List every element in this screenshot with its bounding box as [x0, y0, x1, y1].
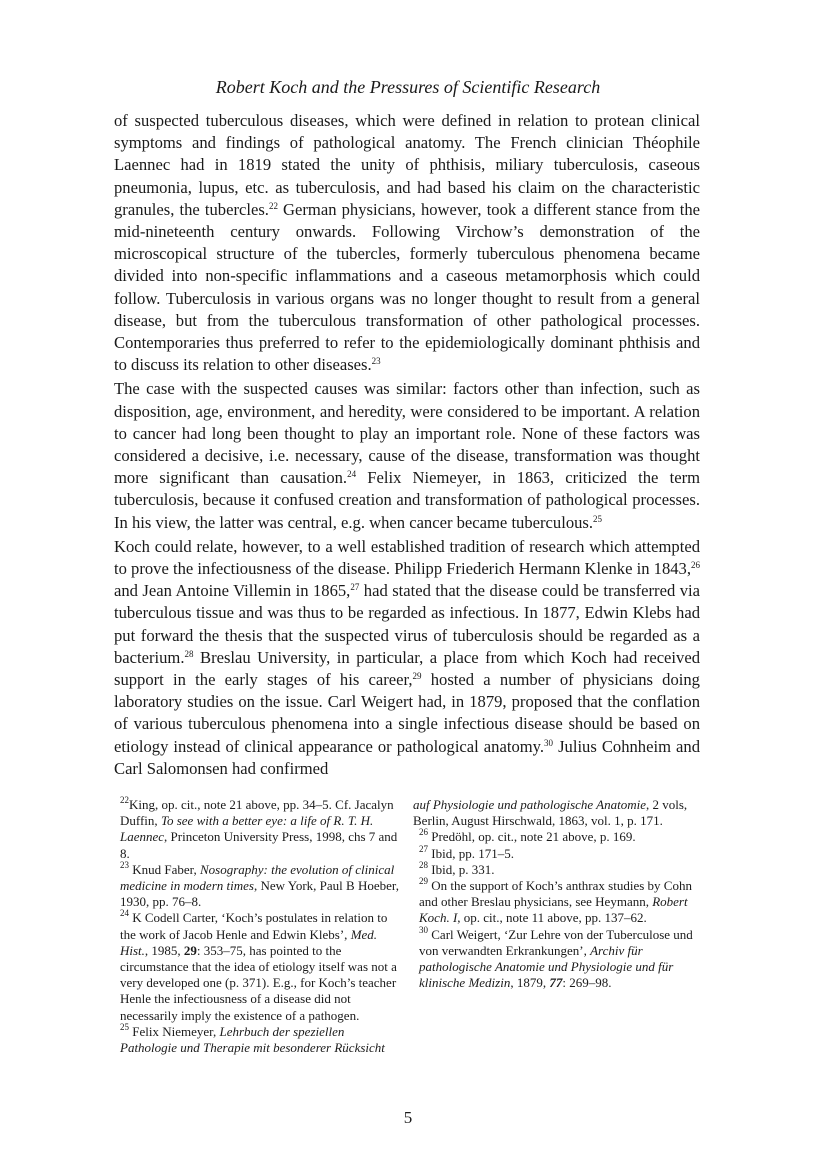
- footnote-ref: 25: [120, 1021, 129, 1032]
- text-segment: of suspected tuberculous diseases, which were defined in relation to protean clinical symptoms and findings of pathological anatomy. The French clinician Théophile Laennec had in 1819 stated the unity of phthisis, miliary tuberculosis, caseous pneumonia, lupus, etc. as tuberculosis, and had based his claim on the characteristic granules, the tubercles.: [114, 111, 700, 219]
- bold-italic-text: 77: [549, 975, 563, 991]
- footnote: [413, 859, 700, 878]
- footnote: [114, 910, 401, 1023]
- running-header: Robert Koch and the Pressures of Scientific Research: [215, 77, 601, 97]
- text-segment: , 2 vols, Berlin, August Hirschwald, 1863, vol. 1, p. 171.: [413, 797, 688, 829]
- footnote-ref: 23: [120, 859, 129, 870]
- footnote-ref: 30: [419, 924, 428, 935]
- text-segment: Julius Cohnheim and Carl Salomonsen had confirmed: [114, 736, 700, 778]
- paragraph: [114, 536, 700, 780]
- text-segment: Knud Faber,: [129, 861, 200, 877]
- italic-text: Lehrbuch der speziellen Pathologie und Therapie mit besonderer Rücksicht: [120, 1023, 385, 1056]
- footnote-ref: 24: [120, 908, 129, 919]
- page-number: 5: [403, 1108, 413, 1127]
- text-segment: Predöhl, op. cit., note 21 above, p. 169.: [428, 829, 636, 845]
- footnote: [413, 797, 700, 829]
- text-segment: Felix Niemeyer,: [129, 1023, 220, 1039]
- text-segment: Felix Niemeyer, in 1863, criticized the term tuberculosis, because it confused creation and transformation of pathological processes. In his view, the latter was central, e.g. when cancer became tuberculous.: [114, 468, 701, 532]
- text-segment: Breslau University, in particular, a place from which Koch had received support in the early stages of his career,: [114, 647, 700, 690]
- footnote-ref: 26: [691, 560, 700, 571]
- paragraph: [114, 378, 700, 533]
- footnote-ref: 27: [419, 843, 428, 854]
- footnote-ref: 23: [371, 356, 381, 367]
- bold-text: 29: [183, 942, 197, 958]
- footnote-ref: 29: [412, 671, 422, 682]
- text-segment: Ibid, p. 331.: [428, 861, 495, 877]
- footnotes-right-column: [413, 797, 700, 1056]
- text-segment: , op. cit., note 11 above, pp. 137–62.: [457, 910, 647, 926]
- text-segment: Carl Weigert, ‘Zur Lehre von der Tuberculose und von verwandten Erkrankungen’,: [419, 926, 693, 958]
- footnote: [114, 1021, 401, 1056]
- footnote-ref: 27: [350, 582, 360, 593]
- footnotes-left-column: [114, 797, 401, 1056]
- footnote-ref: 28: [419, 859, 428, 870]
- italic-text: To see with a better eye: a life of R. T. H. Laennec: [120, 813, 374, 845]
- footnotes: [114, 797, 700, 1056]
- footnote: [413, 843, 700, 862]
- footnote: [114, 859, 401, 911]
- text-segment: , 1879,: [510, 975, 550, 991]
- footnote-ref: 28: [184, 648, 194, 659]
- text-segment: , 1985,: [144, 942, 184, 958]
- text-segment: had stated that the disease could be transferred via tuberculous tissue and was thus to be regarded as infectious. In 1877, Edwin Klebs had put forward the thesis that the suspected virus of tuberculosis should be regarded as a bacterium.: [114, 581, 700, 667]
- footnote: [114, 797, 401, 862]
- text-segment: German physicians, however, took a different stance from the mid-nineteenth century onwards. Following Virchow’s demonstration of the microscopical structure of the tubercles, formerly tuberculous phenomena became divided into non-specific inflammations and a caseous metamorphosis which could follow. Tuberculosis in various organs was no longer thought to result from a general disease, but from the tuberculous transformation of other pathological processes. Contemporaries thus preferred to refer to the epidemiologically dominant phthisis and to discuss its relation to other diseases.: [114, 199, 700, 375]
- text-segment: : 353–75, has pointed to the circumstance that the idea of etiology itself was not a very developed one (p. 371). E.g., for Koch’s teacher Henle the infectiousness of a disease did not necessarily imply the existence of a pathogen.: [120, 942, 397, 1023]
- main-body-text: [114, 110, 700, 780]
- footnote-ref: 26: [419, 827, 428, 838]
- footnote: [413, 924, 700, 992]
- italic-text: Nosography: the evolution of clinical medicine in modern times: [120, 861, 395, 894]
- text-segment: On the support of Koch’s anthrax studies by Cohn and other Breslau physicians, see Heymann,: [419, 878, 692, 910]
- text-segment: K Codell Carter, ‘Koch’s postulates in relation to the work of Jacob Henle and Edwin Klebs’,: [120, 910, 388, 942]
- text-segment: Koch could relate, however, to a well established tradition of research which attempted to prove the infectiousness of the disease. Philipp Friederich Hermann Klenke in 1843,: [114, 536, 700, 579]
- footnote: [413, 878, 700, 927]
- footnote-ref: 29: [419, 876, 428, 887]
- text-segment: King, op. cit., note 21 above, pp. 34–5. Cf. Jacalyn Duffin,: [120, 797, 394, 829]
- footnote-ref: 25: [593, 513, 603, 524]
- italic-text: auf Physiologie und pathologische Anatomie: [413, 797, 647, 812]
- text-segment: , New York, Paul B Hoeber, 1930, pp. 76–8.: [120, 878, 399, 910]
- italic-text: Robert Koch. I: [419, 894, 688, 926]
- italic-text: Med. Hist.: [120, 926, 378, 958]
- paragraph: [114, 110, 700, 376]
- text-segment: Ibid, pp. 171–5.: [428, 845, 514, 861]
- italic-text: Archiv für pathologische Anatomie und Physiologie und für klinische Medizin: [419, 942, 674, 991]
- text-segment: , Princeton University Press, 1998, chs 7 and 8.: [120, 829, 398, 861]
- text-segment: and Jean Antoine Villemin in 1865,: [114, 581, 351, 601]
- footnote-ref: 30: [544, 737, 554, 748]
- text-segment: hosted a number of physicians doing laboratory studies on the issue. Carl Weigert had, in 1879, proposed that the conflation of various tuberculous phenomena into a single infectious disease should be based on etiology instead of clinical appearance or pathological anatomy.: [114, 670, 700, 756]
- footnote-ref: 22: [268, 200, 278, 211]
- footnote-ref: 22: [120, 795, 129, 805]
- footnote: [413, 829, 700, 845]
- text-segment: The case with the suspected causes was similar: factors other than infection, such as disposition, age, environment, and heredity, were considered to be important. A relation to cancer had long been thought to play an important role. None of these factors was considered a decisive, i.e. necessary, cause of the disease, transformation was thought more significant than causation.: [114, 379, 700, 488]
- footnote-ref: 24: [347, 469, 357, 480]
- text-segment: : 269–98.: [562, 975, 612, 991]
